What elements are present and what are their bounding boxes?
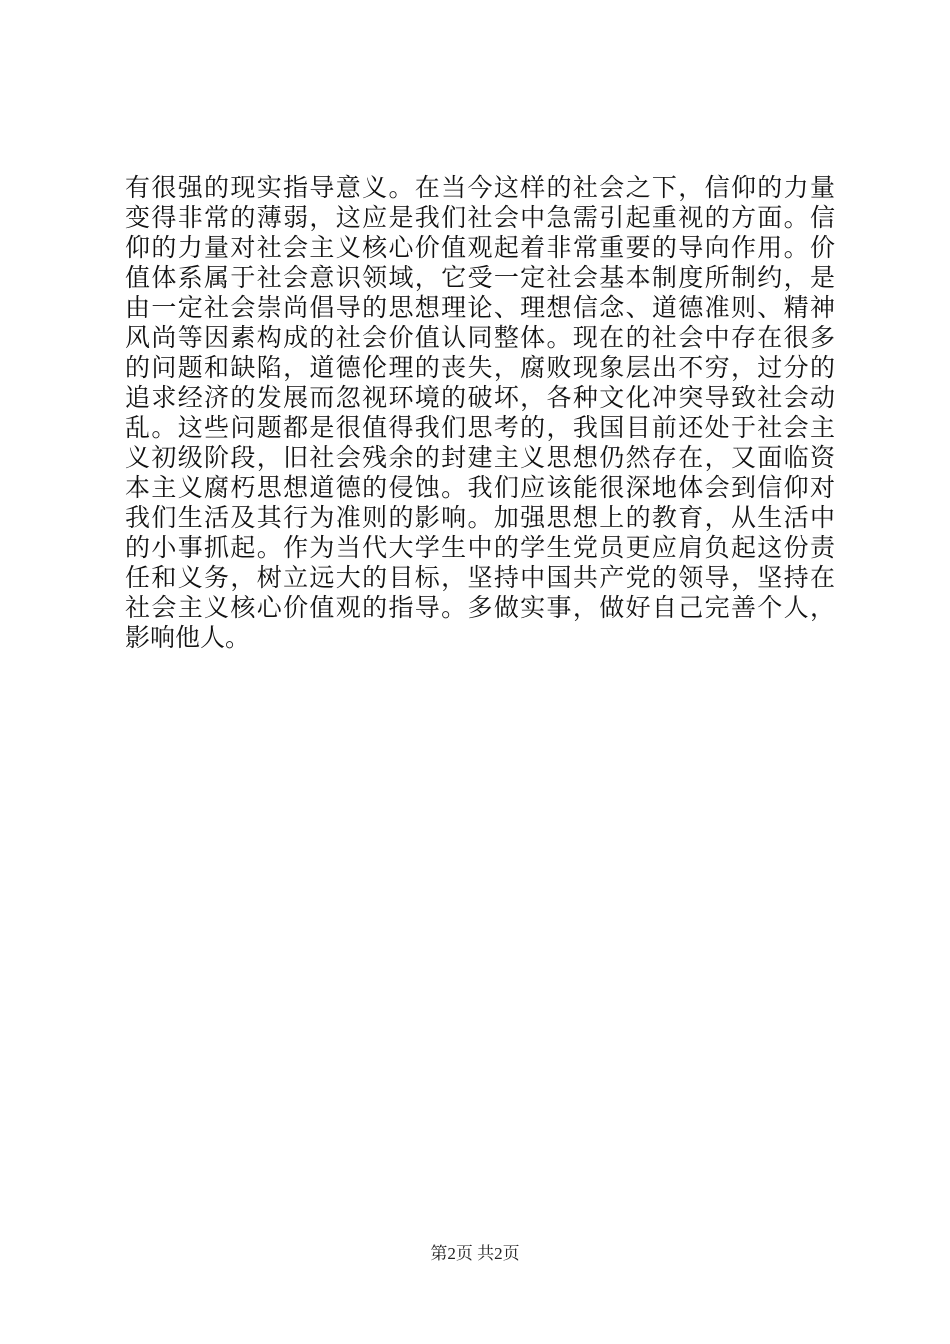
text-line: 影响他人。	[125, 623, 251, 652]
text-line: 有很强的现实指导意义。在当今这样的社会之下，信仰的力量	[125, 173, 835, 202]
text-line: 本主义腐朽思想道德的侵蚀。我们应该能很深地体会到信仰对	[125, 473, 835, 502]
text-line: 的小事抓起。作为当代大学生中的学生党员更应肩负起这份责	[125, 533, 835, 562]
text-line: 由一定社会崇尚倡导的思想理论、理想信念、道德准则、精神	[125, 293, 835, 322]
text-line: 追求经济的发展而忽视环境的破坏，各种文化冲突导致社会动	[125, 383, 835, 412]
text-line: 社会主义核心价值观的指导。多做实事，做好自己完善个人，	[125, 593, 835, 622]
text-line: 变得非常的薄弱，这应是我们社会中急需引起重视的方面。信	[125, 203, 835, 232]
text-line: 乱。这些问题都是很值得我们思考的，我国目前还处于社会主	[125, 413, 835, 442]
text-line: 的问题和缺陷，道德伦理的丧失，腐败现象层出不穷，过分的	[125, 353, 835, 382]
text-line: 任和义务，树立远大的目标，坚持中国共产党的领导，坚持在	[125, 563, 835, 592]
text-line: 义初级阶段，旧社会残余的封建主义思想仍然存在，又面临资	[125, 443, 835, 472]
text-line: 值体系属于社会意识领域，它受一定社会基本制度所制约，是	[125, 263, 835, 292]
body-paragraph	[125, 173, 835, 653]
text-line: 仰的力量对社会主义核心价值观起着非常重要的导向作用。价	[125, 233, 835, 262]
text-line: 风尚等因素构成的社会价值认同整体。现在的社会中存在很多	[125, 323, 835, 352]
text-line: 我们生活及其行为准则的影响。加强思想上的教育，从生活中	[125, 503, 835, 532]
page-number-footer: 第2页 共2页	[430, 1244, 520, 1263]
